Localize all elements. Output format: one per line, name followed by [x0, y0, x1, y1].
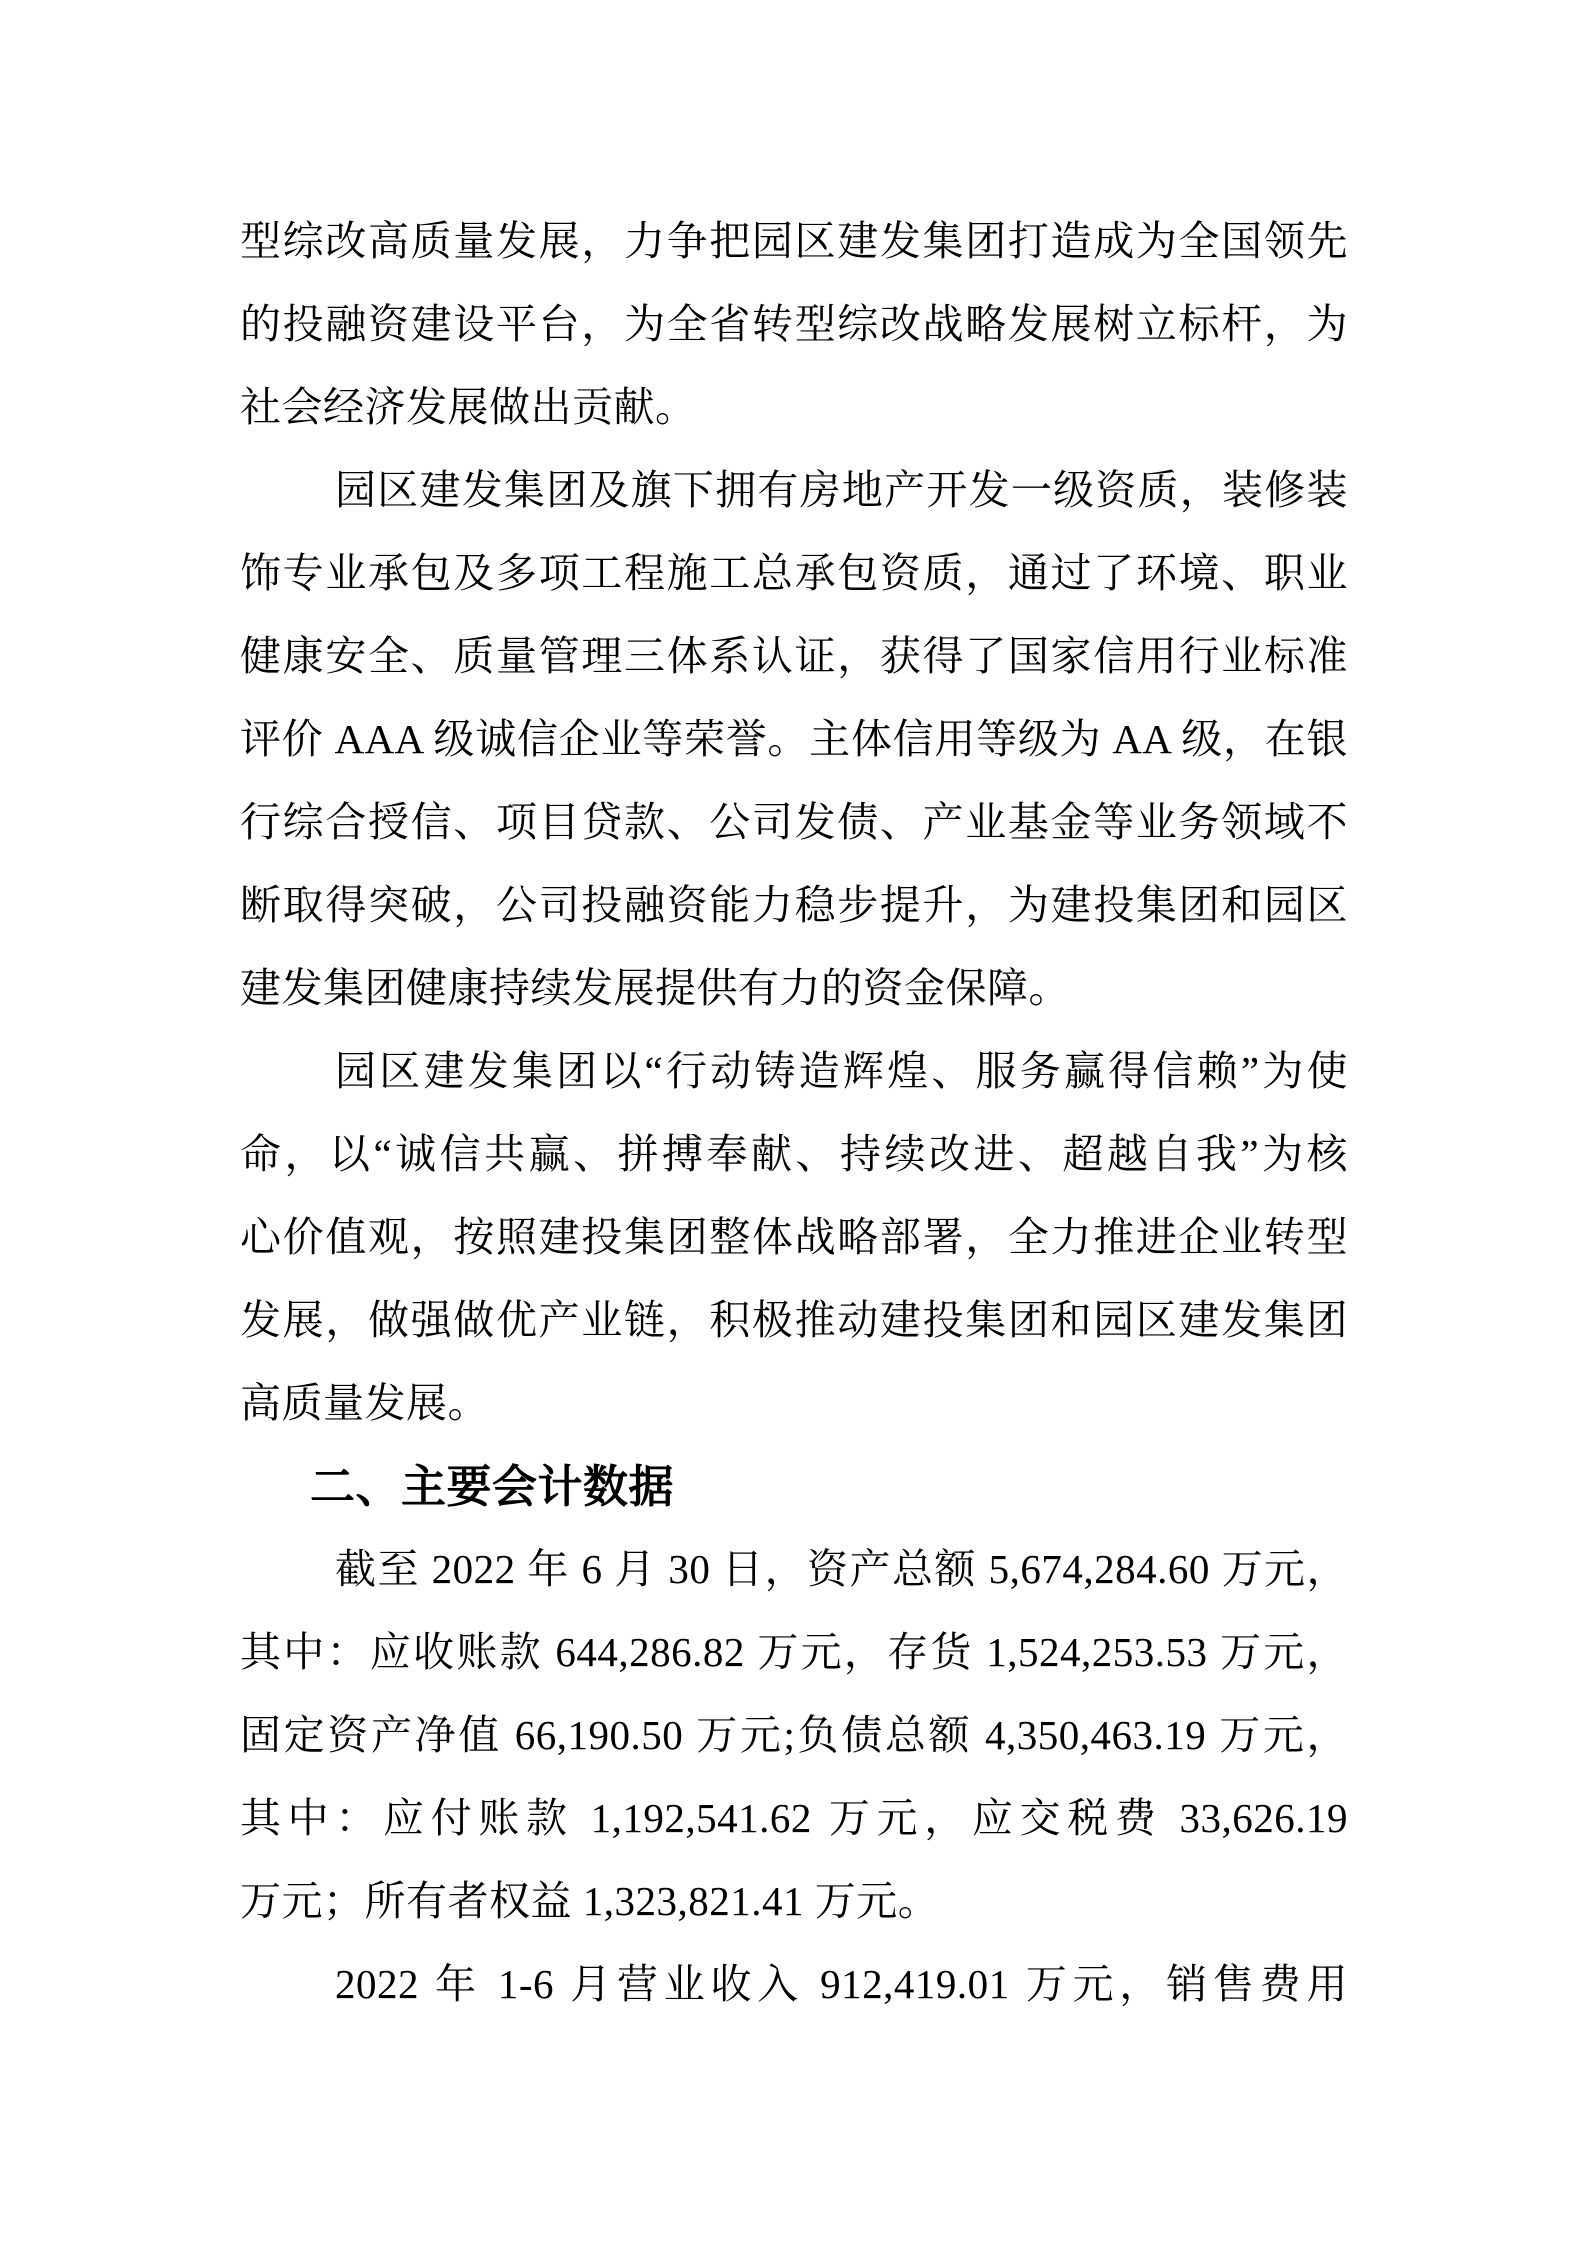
text-line: 园区建发集团以“行动铸造辉煌、服务赢得信赖”为使	[335, 1048, 1348, 1094]
document-content	[240, 200, 1348, 2026]
text-line: 2022 年 1-6 月营业收入 912,419.01 万元，销售费用	[335, 1961, 1348, 2007]
text-line: 健康安全、质量管理三体系认证，获得了国家信用行业标准	[240, 633, 1348, 679]
text-line: 建发集团健康持续发展提供有力的资金保障。	[240, 965, 1070, 1011]
text-line: 固定资产净值 66,190.50 万元;负债总额 4,350,463.19 万元，	[240, 1712, 1348, 1758]
text-line: 型综改高质量发展，力争把园区建发集团打造成为全国领先	[240, 218, 1348, 264]
text-line: 截至 2022 年 6 月 30 日，资产总额 5,674,284.60 万元，	[335, 1546, 1348, 1592]
text-line: 评价 AAA 级诚信企业等荣誉。主体信用等级为 AA 级，在银	[240, 716, 1348, 762]
text-line: 社会经济发展做出贡献。	[240, 384, 697, 430]
text-line: 行综合授信、项目贷款、公司发债、产业基金等业务领域不	[240, 799, 1348, 845]
text-line: 的投融资建设平台，为全省转型综改战略发展树立标杆，为	[240, 301, 1348, 347]
text-line: 断取得突破，公司投融资能力稳步提升，为建投集团和园区	[240, 882, 1348, 928]
text-line: 高质量发展。	[240, 1380, 489, 1426]
text-line: 万元；所有者权益 1,323,821.41 万元。	[240, 1878, 940, 1924]
text-line: 命，以“诚信共赢、拼搏奉献、持续改进、超越自我”为核	[240, 1131, 1348, 1177]
text-line: 其中：应收账款 644,286.82 万元，存货 1,524,253.53 万元，	[240, 1629, 1348, 1675]
text-line: 发展，做强做优产业链，积极推动建投集团和园区建发集团	[240, 1297, 1348, 1343]
text-line: 园区建发集团及旗下拥有房地产开发一级资质，装修装	[335, 467, 1348, 513]
text-line: 心价值观，按照建投集团整体战略部署，全力推进企业转型	[240, 1214, 1348, 1260]
text-line: 其中：应付账款 1,192,541.62 万元，应交税费 33,626.19	[240, 1795, 1348, 1841]
section-heading: 二、主要会计数据	[310, 1461, 675, 1512]
text-line: 饰专业承包及多项工程施工总承包资质，通过了环境、职业	[240, 550, 1348, 596]
